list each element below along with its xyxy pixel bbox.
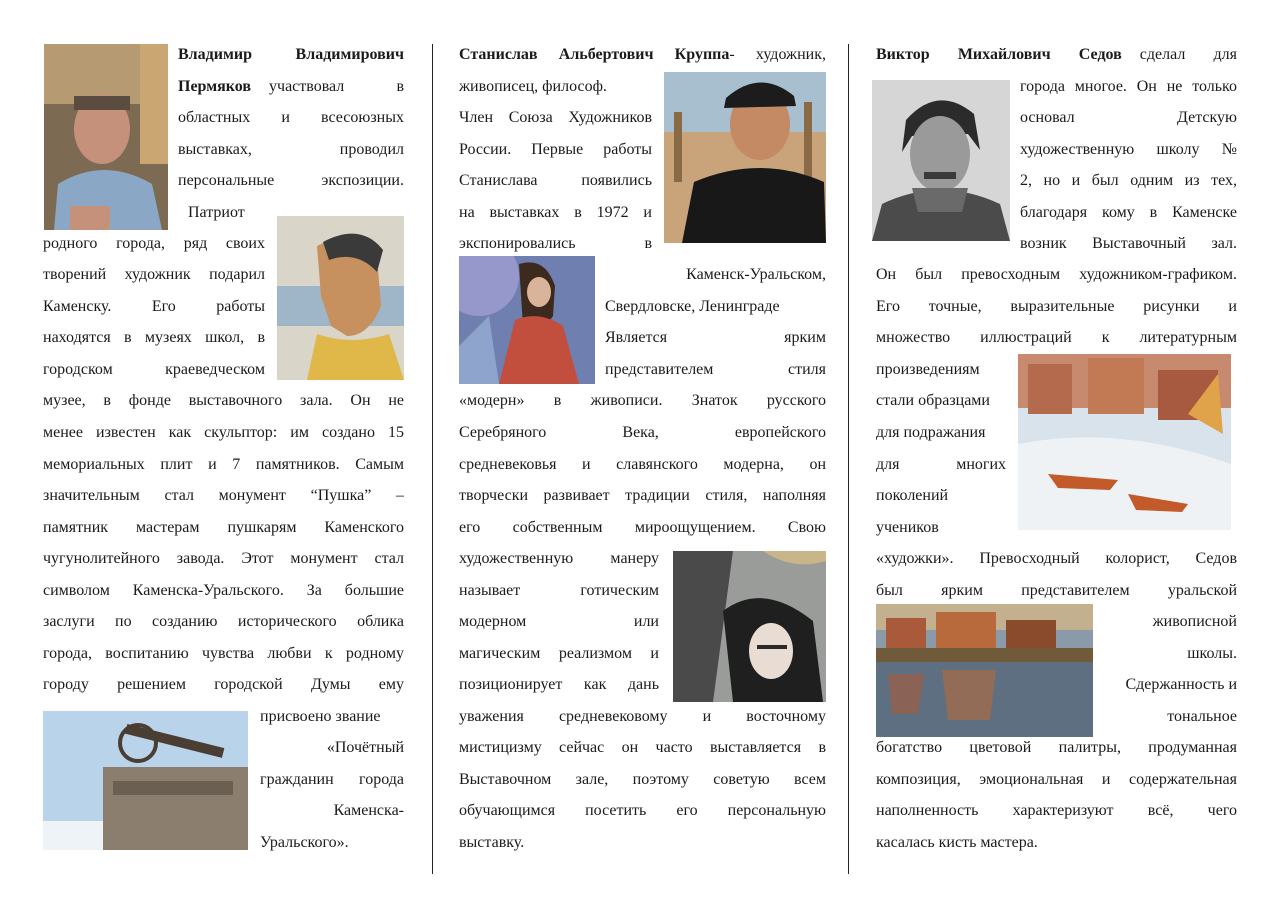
text-line: живописец, философ. <box>459 78 607 95</box>
text-line: участвовал в <box>269 78 404 95</box>
text-line: Каменску. Его работы <box>43 298 265 315</box>
text-line: позиционирует как дань <box>459 676 659 693</box>
text-line: учеников <box>876 519 939 536</box>
sedov-name: Виктор Михайлович Седов <box>876 46 1122 63</box>
text-line: присвоено звание <box>260 708 381 725</box>
sedov-village-painting <box>876 604 1093 737</box>
text-line: выставку. <box>459 834 525 851</box>
text-line: возник Выставочный зал. <box>1020 235 1237 252</box>
text-line: школы. <box>1187 645 1237 662</box>
text-line: богатство цветовой палитры, продуманная <box>876 739 1237 756</box>
sedov-winter-painting <box>1018 354 1231 530</box>
cannon-monument-photo <box>43 711 248 850</box>
text-line: живописной <box>1152 613 1237 630</box>
text-line: модерном или <box>459 613 659 630</box>
text-line: был ярким представителем уральской <box>876 582 1237 599</box>
text-line: гражданин города <box>260 771 404 788</box>
text-line: множество иллюстраций к литературным <box>876 329 1237 346</box>
text-line: Станислава появились <box>459 172 652 189</box>
text-line: уважения средневековому и восточному <box>459 708 826 725</box>
text-line: «Почётный <box>326 739 404 756</box>
text-line: персональные экспозиции. <box>178 172 404 189</box>
text-line: на выставках в 1972 и <box>459 204 652 221</box>
text-line: его собственным мироощущением. Свою <box>459 519 826 536</box>
text-line: Член Союза Художников <box>459 109 652 126</box>
text-line: наполненность характеризуют всё, чего <box>876 802 1237 819</box>
text-line: художественную школу № <box>1020 141 1237 158</box>
kruppa-name: Станислав Альбертович Круппа <box>459 46 730 63</box>
text-line: заслуги по созданию исторического облика <box>43 613 404 630</box>
text-line: Его точные, выразительные рисунки и <box>876 298 1237 315</box>
text-line: композиция, эмоциональная и содержательная <box>876 771 1237 788</box>
text-line: менее известен как скульптор: им создано 15 <box>43 424 404 441</box>
text-line: Выставочном зале, поэтому советую всем <box>459 771 826 788</box>
permyakov-name-part2: Пермяков <box>178 78 252 95</box>
text-line: для многих <box>876 456 1006 473</box>
text-line: Каменск-Уральском, <box>686 266 826 283</box>
text-line: 2, но и был одним из тех, <box>1020 172 1237 189</box>
text-line: города многое. Он не только <box>1020 78 1237 95</box>
text-line: города, воспитанию чувства любви к родному <box>43 645 404 662</box>
column-divider-2 <box>848 44 849 874</box>
text-line: Свердловске, Ленинграде <box>605 298 780 315</box>
text-line: обучающимся посетить его персональную <box>459 802 826 819</box>
permyakov-profile-painting <box>277 216 404 380</box>
text-line: основал Детскую <box>1020 109 1237 126</box>
text-line: - художник, <box>729 46 826 63</box>
text-line: областных и всесоюзных <box>178 109 404 126</box>
text-line: памятник мастерам пушкарям Каменского <box>43 519 404 536</box>
text-line: Он был превосходным художником-графиком. <box>876 266 1237 283</box>
text-line: России. Первые работы <box>459 141 652 158</box>
column-divider-1 <box>432 44 433 874</box>
text-line: Уральского». <box>260 834 349 851</box>
text-line: городском краеведческом <box>43 361 265 378</box>
text-line: представителем стиля <box>605 361 826 378</box>
text-line: произведениям <box>876 361 980 378</box>
text-line: экспонировались в <box>459 235 652 252</box>
text-line: творчески развивает традиции стиля, наполняя <box>459 487 826 504</box>
text-line: мистицизму сейчас он часто выставляется в <box>459 739 826 756</box>
text-line: творений художник подарил <box>43 266 265 283</box>
text-line: тональное <box>1167 708 1237 725</box>
permyakov-portrait-photo <box>44 44 168 230</box>
text-line: городу решением городской Думы ему <box>43 676 404 693</box>
text-line: сделал для <box>1139 46 1237 63</box>
text-line: значительным стал монумент “Пушка” – <box>43 487 404 504</box>
text-line: для подражания <box>876 424 986 441</box>
text-line: находятся в музеях школ, в <box>43 329 265 346</box>
kruppa-painting-1 <box>459 256 595 384</box>
text-line: благодаря кому в Каменске <box>1020 204 1237 221</box>
text-line: Сдержанность и <box>1125 676 1237 693</box>
text-line: Является ярким <box>605 329 826 346</box>
text-line: Серебряного Века, европейского <box>459 424 826 441</box>
kruppa-portrait-photo <box>664 72 826 243</box>
text-line: называет готическим <box>459 582 659 599</box>
permyakov-name-part1: Владимир Владимирович <box>178 46 404 63</box>
text-line: Патриот <box>188 204 245 221</box>
text-line: касалась кисть мастера. <box>876 834 1038 851</box>
text-line: поколений <box>876 487 949 504</box>
text-line: «модерн» в живописи. Знаток русского <box>459 392 826 409</box>
text-line: магическим реализмом и <box>459 645 659 662</box>
sedov-portrait-photo <box>872 80 1010 241</box>
text-line: чугунолитейного завода. Этот монумент стал <box>43 550 404 567</box>
text-line: музее, в фонде выставочного зала. Он не <box>43 392 404 409</box>
text-line: мемориальных плит и 7 памятников. Самым <box>43 456 404 473</box>
text-line: стали образцами <box>876 392 990 409</box>
text-line: средневековья и славянского модерна, он <box>459 456 826 473</box>
kruppa-painting-2 <box>673 551 826 702</box>
text-line: «художки». Превосходный колорист, Седов <box>876 550 1237 567</box>
text-line: Каменска- <box>333 802 404 819</box>
text-line: символом Каменска-Уральского. За большие <box>43 582 404 599</box>
text-line: родного города, ряд своих <box>43 235 265 252</box>
text-line: выставках, проводил <box>178 141 404 158</box>
text-line: художественную манеру <box>459 550 659 567</box>
